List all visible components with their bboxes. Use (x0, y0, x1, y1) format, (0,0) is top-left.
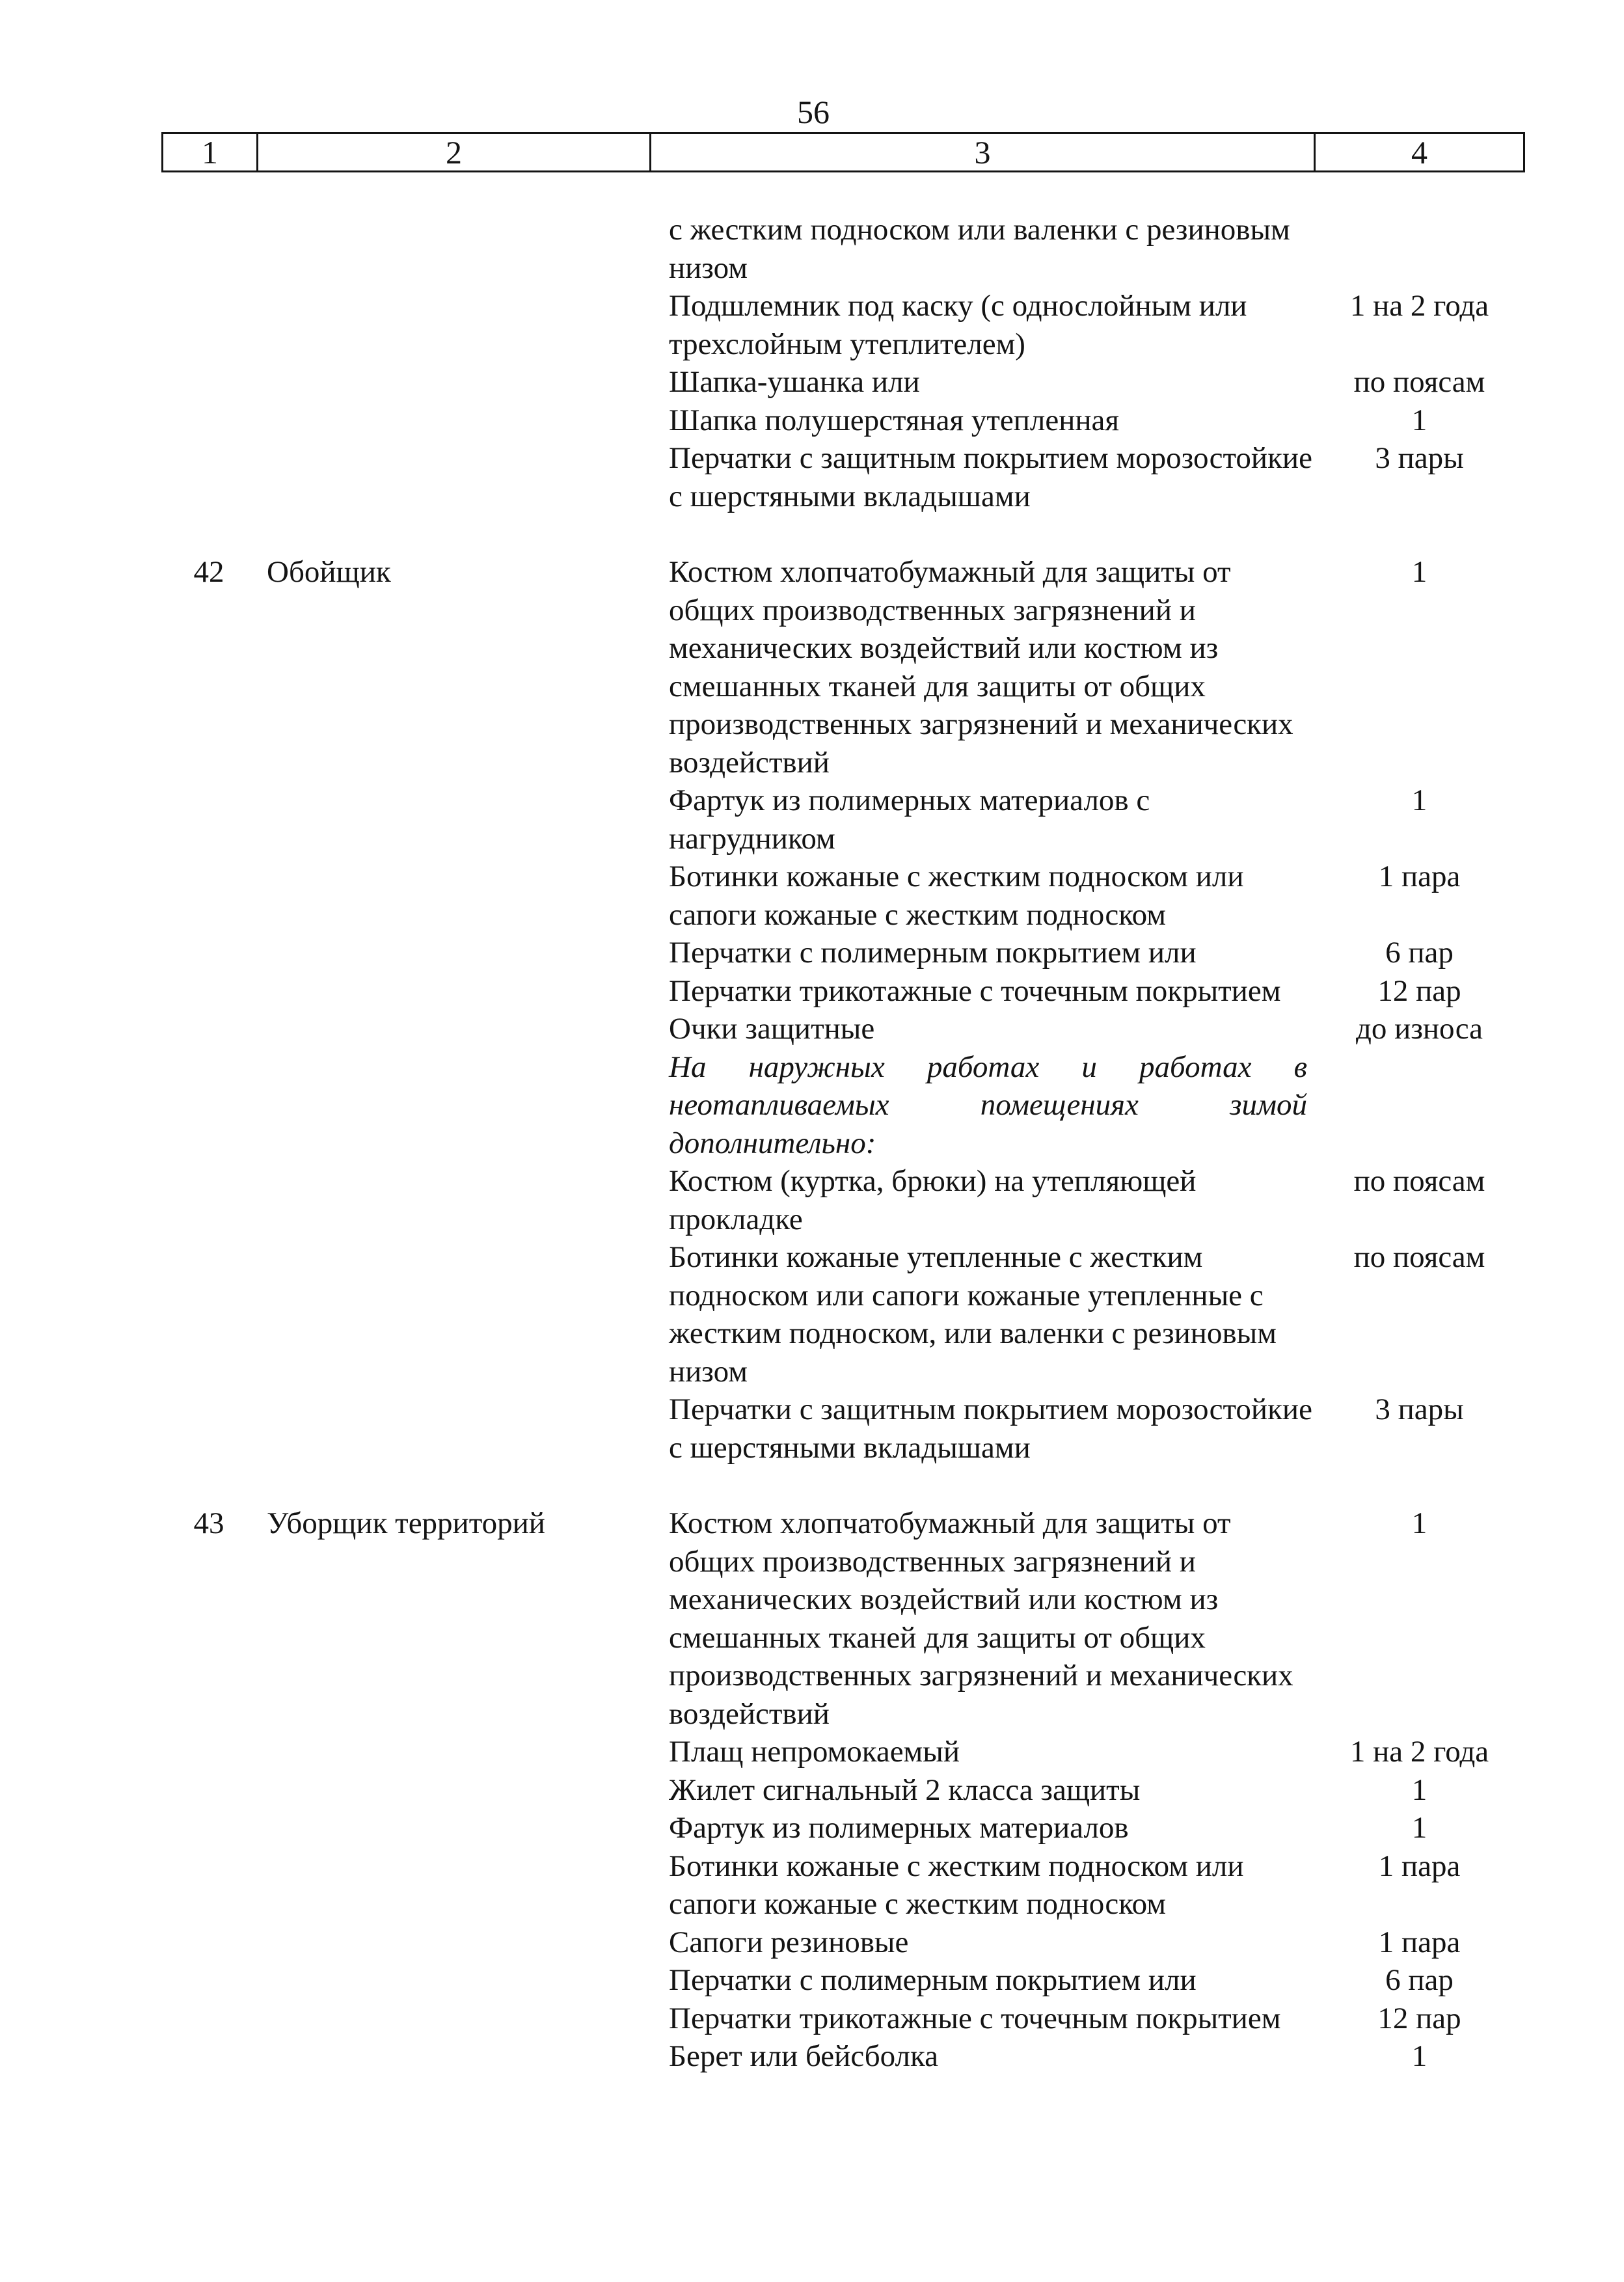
item-description: Костюм хлопчатобумажный для защиты от общих производственных загрязнений и механических воздействий или костюм из смешанных тканей для защиты от общих производственных загрязнений и механических воздействий (669, 555, 1293, 780)
item-description: с жестким подноском или валенки с резиновым низом (669, 213, 1290, 285)
item-description: Перчатки с полимерным покрытием или (669, 1963, 1197, 1997)
table-row (161, 363, 1525, 401)
item-description: Жилет сигнальный 2 класса защиты (669, 1773, 1141, 1807)
item-description: Ботинки кожаные с жестким подноском или сапоги кожаные с жестким подноском (669, 1849, 1244, 1921)
item-description: Фартук из полимерных материалов (669, 1811, 1129, 1845)
item-description: Перчатки с защитным покрытием морозостойкие с шерстяными вкладышами (669, 441, 1312, 513)
item-description: Шапка полушерстяная утепленная (669, 403, 1120, 437)
entry-number: 43 (193, 1506, 224, 1540)
item-description: Костюм хлопчатобумажный для защиты от общих производственных загрязнений и механических воздействий или костюм из смешанных тканей для защиты от общих производственных загрязнений и механических воздействий (669, 1506, 1293, 1731)
table-row (161, 1238, 1525, 1391)
item-quantity: 1 (1411, 2039, 1428, 2073)
column-header-3: 3 (651, 134, 1316, 170)
item-quantity: 1 (1411, 555, 1428, 589)
profession-name: Обойщик (267, 555, 391, 589)
item-quantity: по поясам (1353, 365, 1485, 399)
table-row (161, 1391, 1525, 1467)
table-row (161, 1961, 1525, 2000)
item-description: Перчатки с защитным покрытием морозостойкие с шерстяными вкладышами (669, 1392, 1312, 1465)
table-row (161, 287, 1525, 363)
profession-name: Уборщик территорий (267, 1506, 545, 1540)
item-description: Подшлемник под каску (с однослойным или трехслойным утеплителем) (669, 289, 1247, 361)
table-row (161, 2037, 1525, 2076)
table-row (161, 1809, 1525, 1847)
item-quantity: 1 (1411, 1773, 1428, 1807)
item-description: Костюм (куртка, брюки) на утепляющей прокладке (669, 1164, 1197, 1236)
item-description: Шапка-ушанка или (669, 365, 920, 399)
table-row (161, 934, 1525, 972)
item-description: Ботинки кожаные с жестким подноском или сапоги кожаные с жестким подноском (669, 860, 1244, 932)
table-row (161, 1771, 1525, 1810)
item-quantity: 1 (1411, 403, 1428, 437)
column-header-4: 4 (1411, 134, 1428, 170)
table-row (161, 858, 1525, 934)
item-description: Перчатки трикотажные с точечным покрытием (669, 2001, 1281, 2035)
column-header-1: 1 (163, 134, 258, 170)
table-row (161, 1048, 1525, 1163)
table-row (161, 1847, 1525, 1923)
additional-conditions-note: На наружных работах и работах в неотапливаемых помещениях зимой дополнительно: (669, 1050, 1307, 1160)
item-quantity: 1 (1411, 1811, 1428, 1845)
table-row (161, 401, 1525, 440)
item-quantity: по поясам (1353, 1164, 1485, 1198)
item-quantity: 1 пара (1378, 860, 1461, 893)
table-row (161, 1162, 1525, 1238)
table-row (161, 1010, 1525, 1048)
item-description: Перчатки с полимерным покрытием или (669, 936, 1197, 970)
item-description: Перчатки трикотажные с точечным покрытием (669, 973, 1281, 1008)
item-description: Берет или бейсболка (669, 2039, 938, 2073)
table-row (161, 972, 1525, 1011)
item-quantity: 6 пар (1385, 1963, 1454, 1997)
ppe-table-body (161, 211, 1525, 2076)
item-quantity: 1 пара (1378, 1925, 1461, 1959)
item-description: Ботинки кожаные утепленные с жестким подноском или сапоги кожаные утепленные с жестким подноском, или валенки с резиновым низом (669, 1240, 1277, 1389)
item-quantity (1314, 211, 1525, 287)
item-quantity: 1 (1411, 783, 1428, 817)
column-header-2: 2 (258, 134, 651, 170)
table-row (161, 1923, 1525, 1962)
item-description: Очки защитные (669, 1012, 875, 1046)
page-number: 56 (797, 94, 830, 130)
item-quantity: 1 на 2 года (1349, 289, 1489, 323)
item-quantity: 3 пары (1375, 441, 1464, 475)
table-row (161, 2000, 1525, 2038)
item-quantity: 12 пар (1377, 2001, 1461, 2035)
item-quantity: 1 пара (1378, 1849, 1461, 1883)
item-quantity: по поясам (1353, 1240, 1485, 1274)
table-row (161, 439, 1525, 515)
item-description: Фартук из полимерных материалов с нагрудником (669, 783, 1150, 856)
table-row (161, 553, 1525, 781)
item-quantity: 1 (1411, 1506, 1428, 1540)
item-description: Сапоги резиновые (669, 1925, 909, 1959)
entry-number: 42 (193, 555, 224, 589)
table-row (161, 211, 1525, 287)
item-quantity: 6 пар (1385, 936, 1454, 970)
table-row (161, 1733, 1525, 1771)
item-quantity: 12 пар (1377, 973, 1461, 1008)
item-quantity: до износа (1356, 1012, 1483, 1046)
item-quantity: 1 на 2 года (1349, 1735, 1489, 1769)
item-description: Плащ непромокаемый (669, 1735, 960, 1769)
table-row (161, 1504, 1525, 1733)
table-row (161, 781, 1525, 858)
column-header-row (161, 132, 1525, 172)
item-quantity: 3 пары (1375, 1392, 1464, 1426)
